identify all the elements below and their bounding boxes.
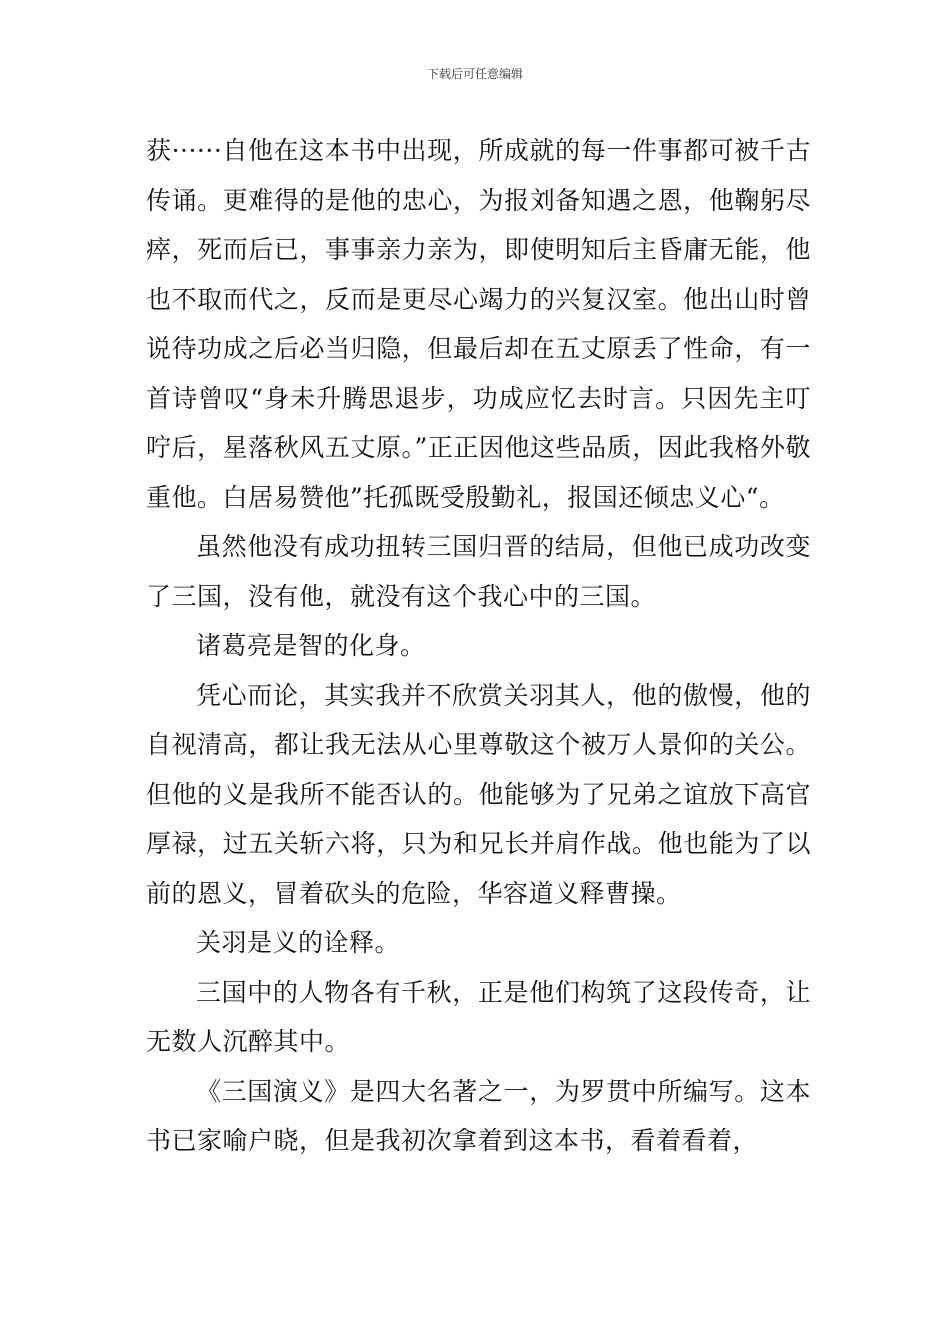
paragraph-1: 获······自他在这本书中出现，所成就的每一件事都可被千古传诵。更难得的是他的忠心，为报刘备知遇之恩，他鞠躬尽瘁，死而后已，事事亲力亲为，即使明知后主昏庸无能，他也不取而代之，反而是更尽心竭力的兴复汉室。他出山时曾说待功成之后必当归隐，但最后却在五丈原丢了性命，有一首诗曾叹“身未升腾思退步，功成应忆去时言。只因先主叮咛后，星落秋风五丈原。”正正因他这些品质，因此我格外敬重他。白居易赞他”托孤既受殷勤礼，报国还倾忠义心“。 [146, 136, 811, 512]
page-header: 下载后可任意编辑 [426, 67, 523, 81]
paragraph-6: 三国中的人物各有千秋，正是他们构筑了这段传奇，让无数人沉醉其中。 [146, 977, 811, 1056]
paragraph-4: 凭心而论，其实我并不欣赏关羽其人，他的傲慢，他的自视清高，都让我无法从心里尊敬这个被万人景仰的关公。但他的义是我所不能否认的。他能够为了兄弟之谊放下高官厚禄，过五关斩六将，只为和兄长并肩作战。他也能为了以前的恩义，冒着砍头的危险，华容道义释曹操。 [146, 680, 811, 908]
paragraph-3: 诸葛亮是智的化身。 [196, 631, 426, 660]
paragraph-2: 虽然他没有成功扭转三国归晋的结局，但他已成功改变了三国，没有他，就没有这个我心中的三国。 [146, 532, 811, 611]
paragraph-5: 关羽是义的诠释。 [196, 928, 401, 957]
document-body [146, 126, 811, 1166]
paragraph-7: 《三国演义》是四大名著之一，为罗贯中所编写。这本书已家喻户晓，但是我初次拿着到这本书，看着看着， [146, 1076, 811, 1155]
